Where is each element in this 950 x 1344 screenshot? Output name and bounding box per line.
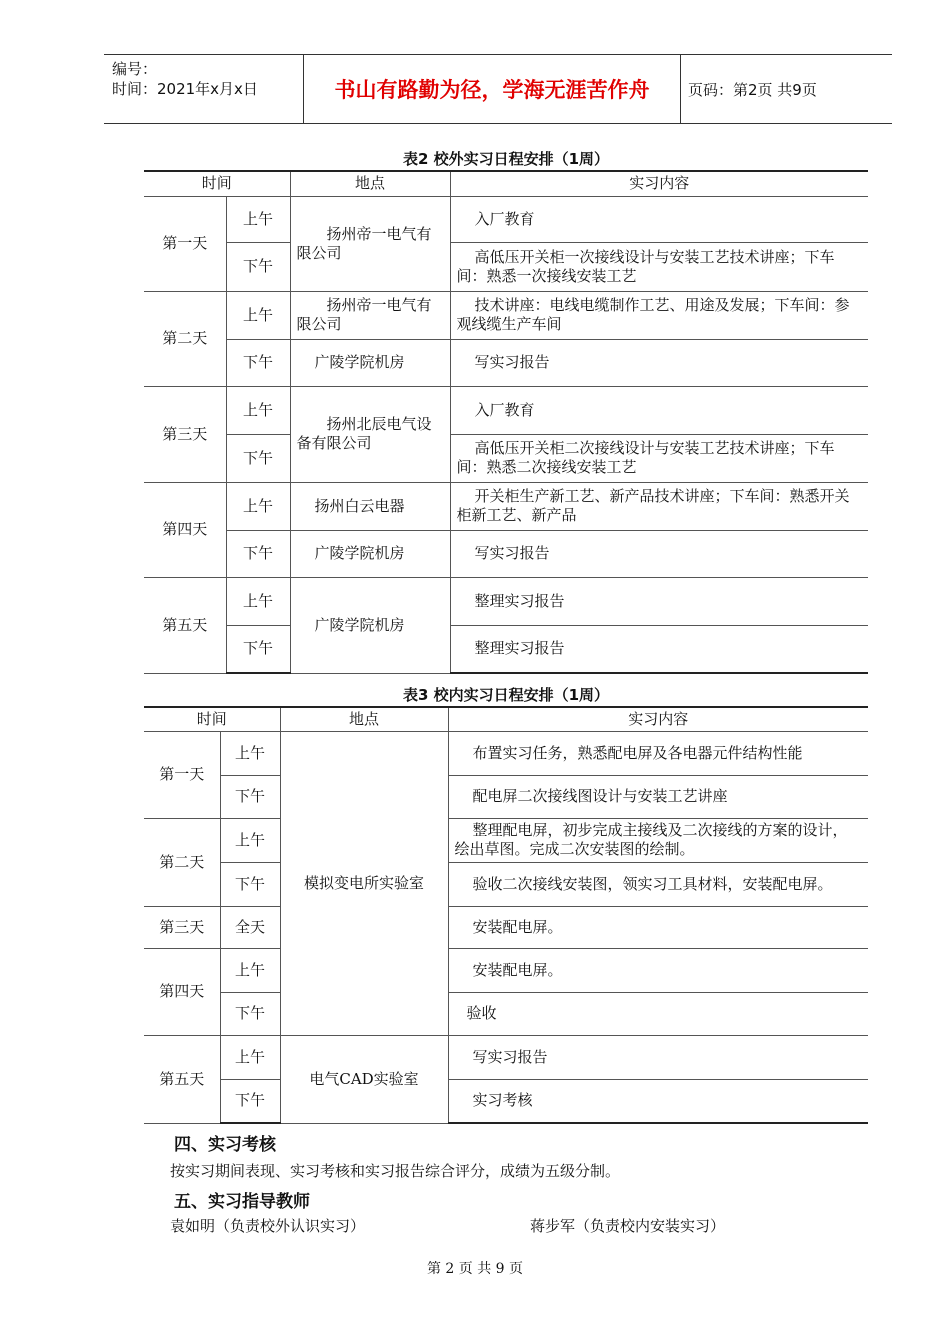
section5-title: 五、实习指导教师 <box>174 1192 310 1212</box>
table-header-row <box>144 707 868 731</box>
page-footer: 第 2 页 共 9 页 <box>426 1261 524 1277</box>
content-cell: 整理配电屏，初步完成主接线及二次接线的方案的设计，绘出草图。完成二次安装图的绘制。 <box>448 818 868 862</box>
period-cell: 下午 <box>226 242 290 291</box>
table-row <box>144 577 868 625</box>
content-cell: 写实习报告 <box>448 1035 868 1079</box>
table-row <box>144 291 868 339</box>
page-header <box>104 54 892 124</box>
day-cell: 第一天 <box>144 731 220 818</box>
table-row <box>144 530 868 577</box>
document-time-label: 时间：2021年x月x日 <box>112 80 258 98</box>
day-cell: 第三天 <box>144 386 226 482</box>
day-cell: 第五天 <box>144 577 226 673</box>
table-row <box>144 386 868 434</box>
period-cell: 下午 <box>226 530 290 577</box>
content-cell: 安装配电屏。 <box>448 948 868 992</box>
content-cell: 写实习报告 <box>450 530 868 577</box>
header-divider <box>680 55 681 123</box>
period-cell: 上午 <box>226 386 290 434</box>
table-row <box>144 992 868 1035</box>
document-number-label: 编号： <box>112 60 158 78</box>
table3-oncampus-schedule <box>144 706 868 1124</box>
content-cell: 配电屏二次接线图设计与安装工艺讲座 <box>448 775 868 818</box>
day-cell: 第三天 <box>144 906 220 948</box>
header-content: 实习内容 <box>450 171 868 196</box>
table-row <box>144 731 868 775</box>
place-cell: 模拟变电所实验室 <box>280 731 448 1035</box>
period-cell: 上午 <box>220 818 280 862</box>
content-cell: 验收二次接线安装图，领实习工具材料，安装配电屏。 <box>448 862 868 906</box>
table-header-row <box>144 171 868 196</box>
content-cell: 布置实习任务，熟悉配电屏及各电器元件结构性能 <box>448 731 868 775</box>
header-place: 地点 <box>280 707 448 731</box>
period-cell: 全天 <box>220 906 280 948</box>
content-cell: 技术讲座：电线电缆制作工艺、用途及发展；下车间：参观线缆生产车间 <box>450 291 868 339</box>
period-cell: 下午 <box>220 992 280 1035</box>
table-row <box>144 242 868 291</box>
table-row <box>144 948 868 992</box>
table-row <box>144 1079 868 1123</box>
place-cell: 电气CAD实验室 <box>280 1035 448 1123</box>
header-meta <box>112 59 258 99</box>
place-cell: 扬州帝一电气有限公司 <box>290 196 450 291</box>
place-cell: 广陵学院机房 <box>290 339 450 386</box>
period-cell: 上午 <box>226 577 290 625</box>
teacher-offcampus: 袁如明（负责校外认识实习） <box>170 1217 366 1235</box>
table-row <box>144 625 868 673</box>
content-cell: 入厂教育 <box>450 386 868 434</box>
content-cell: 写实习报告 <box>450 339 868 386</box>
section4-title: 四、实习考核 <box>174 1135 276 1155</box>
period-cell: 上午 <box>226 196 290 242</box>
content-cell: 高低压开关柜一次接线设计与安装工艺技术讲座；下车间：熟悉一次接线安装工艺 <box>450 242 868 291</box>
place-cell: 扬州北辰电气设备有限公司 <box>290 386 450 482</box>
day-cell: 第一天 <box>144 196 226 291</box>
period-cell: 上午 <box>220 1035 280 1079</box>
table-row <box>144 482 868 530</box>
header-motto: 书山有路勤为径，学海无涯苦作舟 <box>334 78 650 102</box>
content-cell: 开关柜生产新工艺、新产品技术讲座；下车间：熟悉开关柜新工艺、新产品 <box>450 482 868 530</box>
table-row <box>144 196 868 242</box>
period-cell: 上午 <box>226 291 290 339</box>
content-cell: 整理实习报告 <box>450 625 868 673</box>
table-row <box>144 775 868 818</box>
period-cell: 下午 <box>226 625 290 673</box>
table3-caption: 表3 校内实习日程安排（1周） <box>402 686 610 704</box>
period-cell: 上午 <box>226 482 290 530</box>
header-time: 时间 <box>144 171 290 196</box>
table-row <box>144 818 868 862</box>
content-cell: 高低压开关柜二次接线设计与安装工艺技术讲座；下车间：熟悉二次接线安装工艺 <box>450 434 868 482</box>
place-cell: 扬州帝一电气有限公司 <box>290 291 450 339</box>
period-cell: 上午 <box>220 948 280 992</box>
table-row <box>144 862 868 906</box>
content-cell: 实习考核 <box>448 1079 868 1123</box>
day-cell: 第二天 <box>144 291 226 386</box>
place-cell: 广陵学院机房 <box>290 530 450 577</box>
table-row <box>144 339 868 386</box>
place-cell: 广陵学院机房 <box>290 577 450 673</box>
table2-caption: 表2 校外实习日程安排（1周） <box>402 150 610 168</box>
content-cell: 整理实习报告 <box>450 577 868 625</box>
teacher-oncampus: 蒋步军（负责校内安装实习） <box>530 1217 726 1235</box>
section4-text: 按实习期间表现、实习考核和实习报告综合评分，成绩为五级分制。 <box>170 1162 621 1180</box>
content-cell: 入厂教育 <box>450 196 868 242</box>
table-row <box>144 906 868 948</box>
header-place: 地点 <box>290 171 450 196</box>
period-cell: 下午 <box>226 434 290 482</box>
period-cell: 下午 <box>220 1079 280 1123</box>
content-cell: 安装配电屏。 <box>448 906 868 948</box>
table-row <box>144 434 868 482</box>
table2-offcampus-schedule <box>144 170 868 674</box>
header-time: 时间 <box>144 707 280 731</box>
period-cell: 下午 <box>220 862 280 906</box>
period-cell: 上午 <box>220 731 280 775</box>
period-cell: 下午 <box>220 775 280 818</box>
day-cell: 第二天 <box>144 818 220 906</box>
place-cell: 扬州白云电器 <box>290 482 450 530</box>
header-page-number: 页码：第2页 共9页 <box>688 80 817 99</box>
table-row <box>144 1035 868 1079</box>
day-cell: 第五天 <box>144 1035 220 1123</box>
period-cell: 下午 <box>226 339 290 386</box>
day-cell: 第四天 <box>144 948 220 1035</box>
content-cell: 验收 <box>448 992 868 1035</box>
header-content: 实习内容 <box>448 707 868 731</box>
day-cell: 第四天 <box>144 482 226 577</box>
